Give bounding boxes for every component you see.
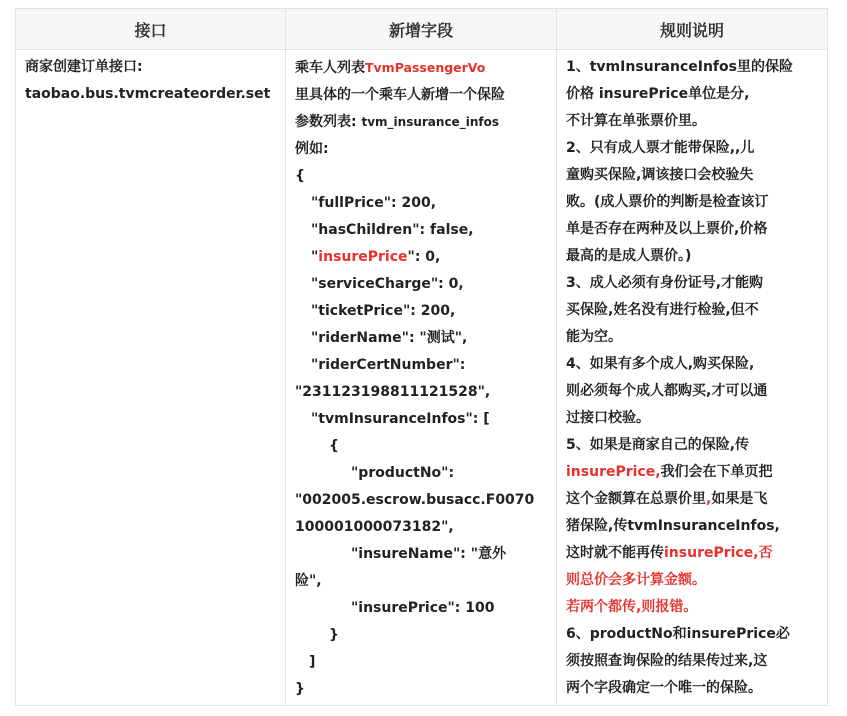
- code-line: }: [295, 681, 305, 697]
- code-line: 险",: [295, 573, 322, 589]
- fields-intro-line2: 里具体的一个乘车人新增一个保险: [295, 87, 505, 103]
- fields-intro-line: 乘车人列表TvmPassengerVo: [295, 60, 486, 76]
- rule-3: 3、成人必须有身份证号,才能购: [566, 275, 764, 291]
- code-line: 100001000073182",: [295, 519, 454, 535]
- code-line: {: [295, 168, 305, 184]
- code-line: "231123198811121528",: [295, 384, 491, 400]
- rule-6: 6、productNo和insurePrice必: [566, 626, 790, 642]
- interface-cell: [16, 50, 286, 706]
- header-interface: 接口: [16, 9, 286, 50]
- table-row: [16, 50, 828, 706]
- rule-5: 5、如果是商家自己的保险,传: [566, 437, 750, 453]
- header-new-fields: 新增字段: [286, 9, 557, 50]
- rules-cell: [557, 50, 828, 706]
- rule-6: 须按照查询保险的结果传过来,这: [566, 653, 768, 669]
- rule-1: 不计算在单张票价里。: [566, 113, 706, 129]
- rule-1: 价格 insurePrice单位是分,: [566, 86, 750, 102]
- rule-6: 两个字段确定一个唯一的保险。: [566, 680, 762, 696]
- code-line: {: [329, 438, 339, 454]
- insure-price-key: insurePrice: [318, 249, 408, 265]
- rule-2: 败。(成人票价的判断是检查该订: [566, 194, 769, 210]
- rule-1: 1、tvmInsuranceInfos里的保险: [566, 59, 793, 75]
- fields-intro-line3: 参数列表: tvm_insurance_infos: [295, 114, 499, 130]
- code-line: "riderName": "测试",: [311, 330, 468, 346]
- code-line: "tvmInsuranceInfos": [: [311, 411, 490, 427]
- rule-4: 则必须每个成人都购买,才可以通: [566, 383, 768, 399]
- header-rules: 规则说明: [557, 9, 828, 50]
- code-line: "insurePrice": 0,: [311, 249, 441, 265]
- insurance-param-name: tvm_insurance_infos: [361, 115, 499, 129]
- rule-5: 这个金额算在总票价里,如果是飞: [566, 491, 768, 507]
- rule-4: 过接口校验。: [566, 410, 650, 426]
- code-line: "insurePrice": 100: [351, 600, 495, 616]
- interface-api-name: taobao.bus.tvmcreateorder.set: [25, 86, 271, 102]
- code-line: "hasChildren": false,: [311, 222, 474, 238]
- code-line: "riderCertNumber":: [311, 357, 466, 373]
- rule-5: insurePrice,我们会在下单页把: [566, 464, 773, 480]
- interface-title: 商家创建订单接口:: [25, 59, 143, 75]
- rule-3: 买保险,姓名没有进行检验,但不: [566, 302, 759, 318]
- code-line: "002005.escrow.busacc.F0070: [295, 492, 535, 508]
- code-line: "insureName": "意外: [351, 546, 507, 562]
- rule-2: 最高的是成人票价。): [566, 248, 692, 264]
- example-label: 例如:: [295, 141, 329, 157]
- code-line: }: [329, 627, 339, 643]
- rule-2: 童购买保险,调该接口会校验失: [566, 167, 754, 183]
- rule-4: 4、如果有多个成人,购买保险,: [566, 356, 755, 372]
- code-line: "productNo":: [351, 465, 455, 481]
- code-line: ]: [309, 654, 316, 670]
- header-row: [16, 9, 828, 50]
- fields-cell: [286, 50, 557, 706]
- rule-5: 这时就不能再传insurePrice,否: [566, 545, 773, 561]
- passenger-class-name: TvmPassengerVo: [365, 60, 486, 75]
- rule-5-warning: 则总价会多计算金额。: [566, 572, 706, 588]
- rule-5-error: 若两个都传,则报错。: [566, 599, 698, 615]
- spec-table: [15, 8, 828, 706]
- code-line: "fullPrice": 200,: [311, 195, 437, 211]
- rule-5: 猪保险,传tvmInsuranceInfos,: [566, 518, 780, 534]
- rule-2: 2、只有成人票才能带保险,,儿: [566, 140, 755, 156]
- code-line: "serviceCharge": 0,: [311, 276, 464, 292]
- code-line: "ticketPrice": 200,: [311, 303, 456, 319]
- rule-2: 单是否存在两种及以上票价,价格: [566, 221, 768, 237]
- rule-3: 能为空。: [566, 329, 622, 345]
